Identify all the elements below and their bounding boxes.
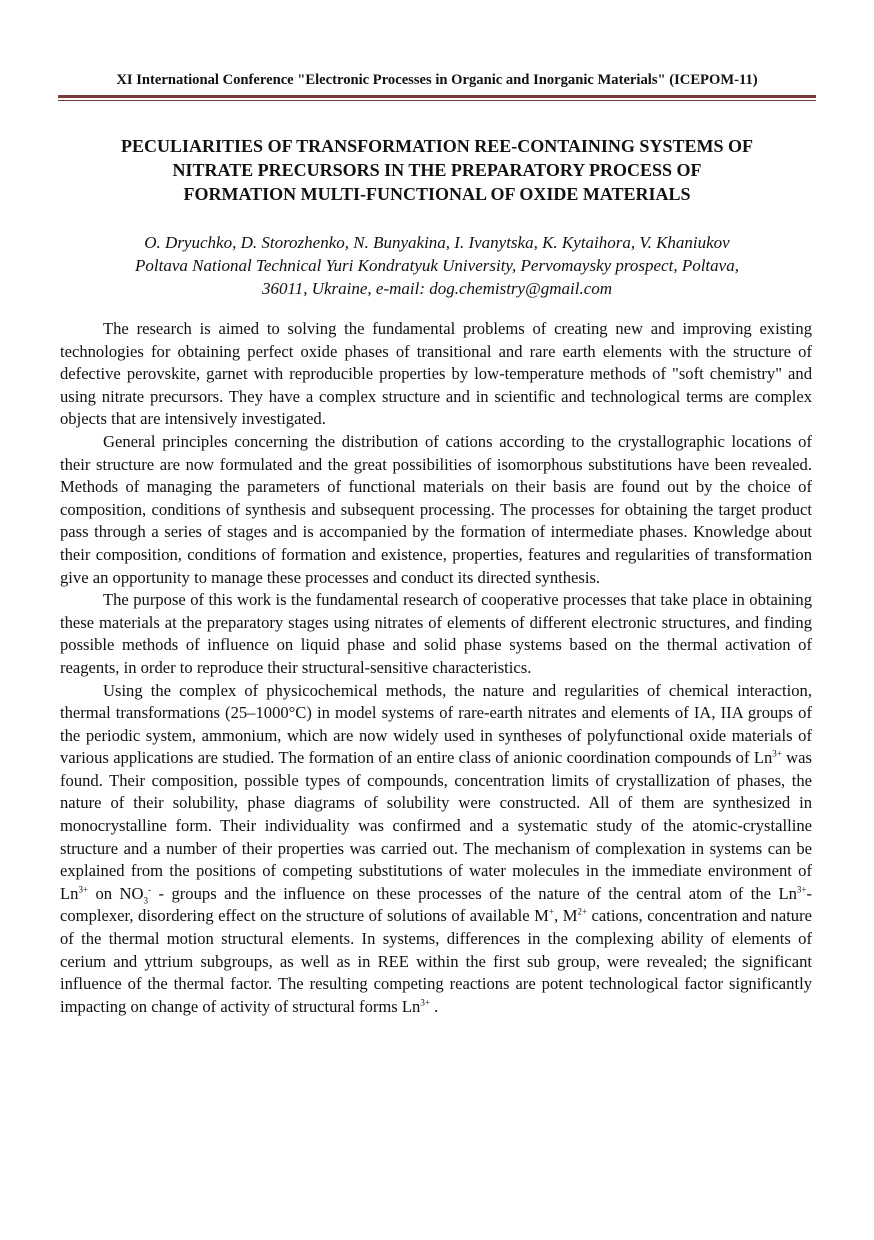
header-rule-thick xyxy=(58,95,816,98)
title-line: PECULIARITIES OF TRANSFORMATION REE-CONTAINING SYSTEMS OF xyxy=(121,136,753,156)
conference-header: XI International Conference "Electronic Processes in Organic and Inorganic Materials" (ICEPOM-11) xyxy=(116,72,758,88)
paragraph-1: The research is aimed to solving the fundamental problems of creating new and improving existing technologies for obtaining perfect oxide phases of transitional and rare earth elements with the structure of defective perovskite, garnet with reproducible properties by low-temperature methods of "soft chemistry" and using nitrate precursors. They have a complex structure and in scientific and technological terms are complex objects that are intensively investigated. xyxy=(60,319,812,429)
paragraph-4: Using the complex of physicochemical methods, the nature and regularities of chemical interaction, thermal transformations (25–1000°C) in model systems of rare-earth nitrates and elements of IA, IIA groups of the periodic system, ammonium, which are now widely used in syntheses of polyfunctional oxide materials of various applications are studied. The formation of an entire class of anionic coordination compounds of $Ln^{3+}$ was found. Their composition, possible types of compounds, concentration limits of crystallization of phases, the nature of their solubility, phase diagrams of solubility were constructed. All of them are synthesized in monocrystalline form. Their individuality was confirmed and a systematic study of the atomic-crystalline structure and a number of their properties was carried out. The mechanism of complexation in systems can be explained from the positions of competing substitutions of water molecules in the immediate environment of $Ln^{3+}$ on $NO_3^-$ - groups and the influence on these processes of the nature of the central atom of the $Ln^{3+}-$ complexer, disordering effect on the structure of solutions of available M+, $M^{2+}$ cations, concentration and nature of the thermal motion structural elements. In systems, differences in the complexing ability of elements of cerium and yttrium subgroups, as well as in REE within the first sub group, were revealed; the significant influence of the thermal factor. The resulting competing reactions are potent technological factor significantly impacting on change of activity of structural forms $Ln^{3+}$ . xyxy=(60,680,812,1016)
affiliation-contact: 36011, Ukraine, e-mail: dog.chemistry@gmail.com xyxy=(261,279,613,298)
author-list: O. Dryuchko, D. Storozhenko, N. Bunyakina, I. Ivanytska, K. Kytaihora, V. Khaniukov xyxy=(144,233,730,252)
title-line: FORMATION MULTI-FUNCTIONAL OF OXIDE MATERIALS xyxy=(183,184,691,204)
author-block xyxy=(58,231,816,300)
paragraph-2: General principles concerning the distribution of cations according to the crystallographic locations of their structure are now formulated and the great possibilities of isomorphous substitutions have been revealed. Methods of managing the parameters of functional materials on their basis are found out by the choice of composition, conditions of synthesis and subsequent processing. The processes for obtaining the target product pass through a series of stages and is accompanied by the formation of intermediate phases. Knowledge about their composition, conditions of formation and existence, properties, features and regularities of transformation give an opportunity to manage these processes and conduct its directed synthesis. xyxy=(60,431,812,587)
paper-body xyxy=(60,318,812,1018)
paragraph-3: The purpose of this work is the fundamental research of cooperative processes that take place in obtaining these materials at the preparatory stages using nitrates of elements of different electronic structures, and finding possible methods of influence on liquid phase and solid phase systems based on the thermal activation of reagents, in order to reproduce their structural-sensitive characteristics. xyxy=(60,590,812,677)
title-line: NITRATE PRECURSORS IN THE PREPARATORY PROCESS OF xyxy=(172,160,702,180)
affiliation: Poltava National Technical Yuri Kondratyuk University, Pervomaysky prospect, Poltava, xyxy=(135,256,739,275)
paper-title xyxy=(58,134,816,206)
header-rule-thin xyxy=(58,100,816,101)
